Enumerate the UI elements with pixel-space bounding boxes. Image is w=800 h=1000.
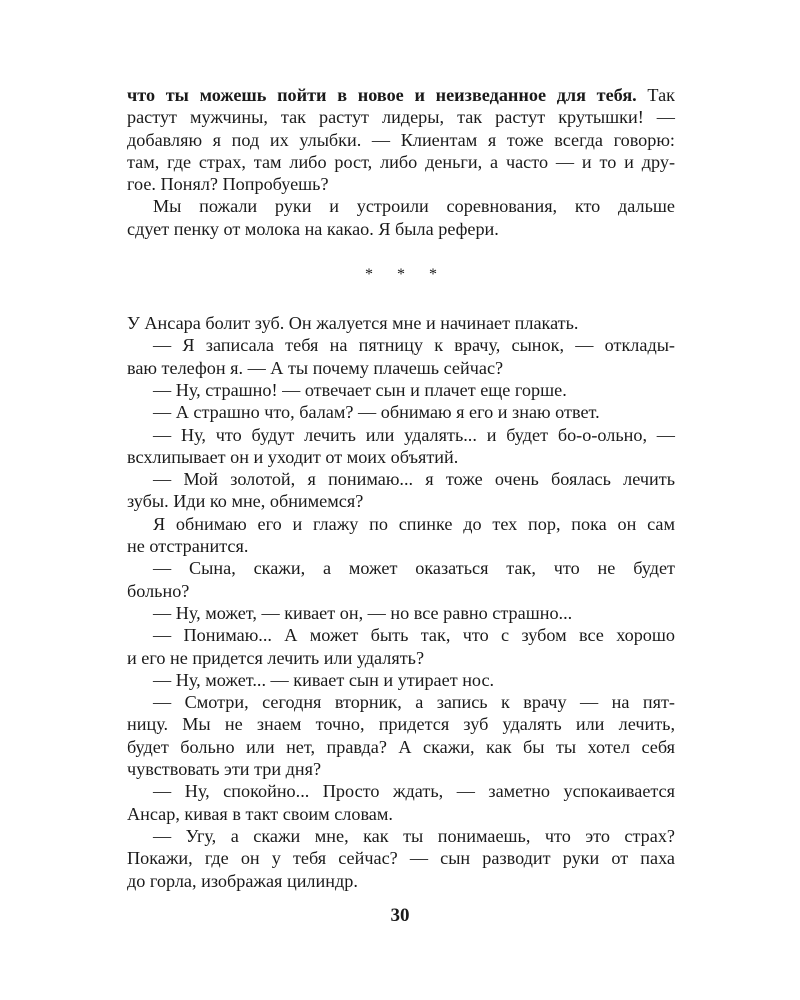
text-line: Покажи, где он у тебя сейчас? — сын разводит руки от паха	[127, 848, 675, 869]
text-fragment: Так	[636, 85, 675, 105]
text-line: — Смотри, сегодня вторник, а запись к врачу — на пят-	[153, 692, 675, 713]
bold-phrase: что ты можешь пойти в новое и неизведанное для тебя.	[127, 85, 637, 105]
text-line: Я обнимаю его и глажу по спинке до тех пор, пока он сам	[153, 513, 675, 534]
text-line: — Понимаю... А может быть так, что с зубом все хорошо	[153, 625, 675, 646]
text-line: чувствовать эти три дня?	[127, 759, 322, 780]
text-line: всхлипывает он и уходит от моих объятий.	[127, 446, 459, 467]
text-line	[127, 84, 675, 106]
book-page-text	[127, 84, 675, 892]
text-line: не отстранится.	[127, 536, 249, 557]
text-line: зубы. Иди ко мне, обнимемся?	[127, 491, 364, 512]
text-line: — Я записала тебя на пятницу к врачу, сынок, — отклады-	[153, 335, 675, 356]
text-line: и его не придется лечить или удалять?	[127, 647, 425, 668]
text-line: У Ансара болит зуб. Он жалуется мне и начинает плакать.	[127, 313, 579, 334]
text-line: до горла, изображая цилиндр.	[127, 870, 358, 891]
text-line: — Угу, а скажи мне, как ты понимаешь, что это страх?	[153, 825, 675, 846]
text-line: ваю телефон я. — А ты почему плачешь сейчас?	[127, 357, 504, 378]
text-line: растут мужчины, так растут лидеры, так растут крутышки! —	[127, 107, 675, 128]
text-line: — Ну, спокойно... Просто ждать, — заметно успокаивается	[153, 781, 675, 802]
text-line: — Ну, может... — кивает сын и утирает нос.	[153, 669, 495, 690]
text-line: — А страшно что, балам? — обнимаю я его и знаю ответ.	[153, 402, 600, 423]
text-line: ницу. Мы не знаем точно, придется зуб удалять или лечить,	[127, 714, 675, 735]
page-number: 30	[390, 905, 410, 926]
text-line: гое. Понял? Попробуешь?	[127, 174, 329, 195]
text-line: — Мой золотой, я понимаю... я тоже очень боялась лечить	[153, 469, 675, 490]
text-line: добавляю я под их улыбки. — Клиентам я тоже всегда говорю:	[127, 129, 675, 150]
text-line: сдует пенку от молока на какао. Я была рефери.	[127, 218, 499, 239]
text-line: больно?	[127, 580, 190, 601]
text-line: будет больно или нет, правда? А скажи, как бы ты хотел себя	[127, 736, 675, 757]
text-line: там, где страх, там либо рост, либо деньги, а часто — и то и дру-	[127, 151, 675, 172]
text-line: Ансар, кивая в такт своим словам.	[127, 803, 393, 824]
text-line: — Сына, скажи, а может оказаться так, что не будет	[153, 558, 675, 579]
text-line: — Ну, что будут лечить или удалять... и будет бо-о-ольно, —	[153, 424, 675, 445]
section-separator: * * *	[365, 266, 447, 284]
text-line: — Ну, страшно! — отвечает сын и плачет еще горше.	[153, 379, 567, 400]
text-line: — Ну, может, — кивает он, — но все равно страшно...	[153, 602, 573, 623]
text-line: Мы пожали руки и устроили соревнования, кто дальше	[153, 196, 675, 217]
